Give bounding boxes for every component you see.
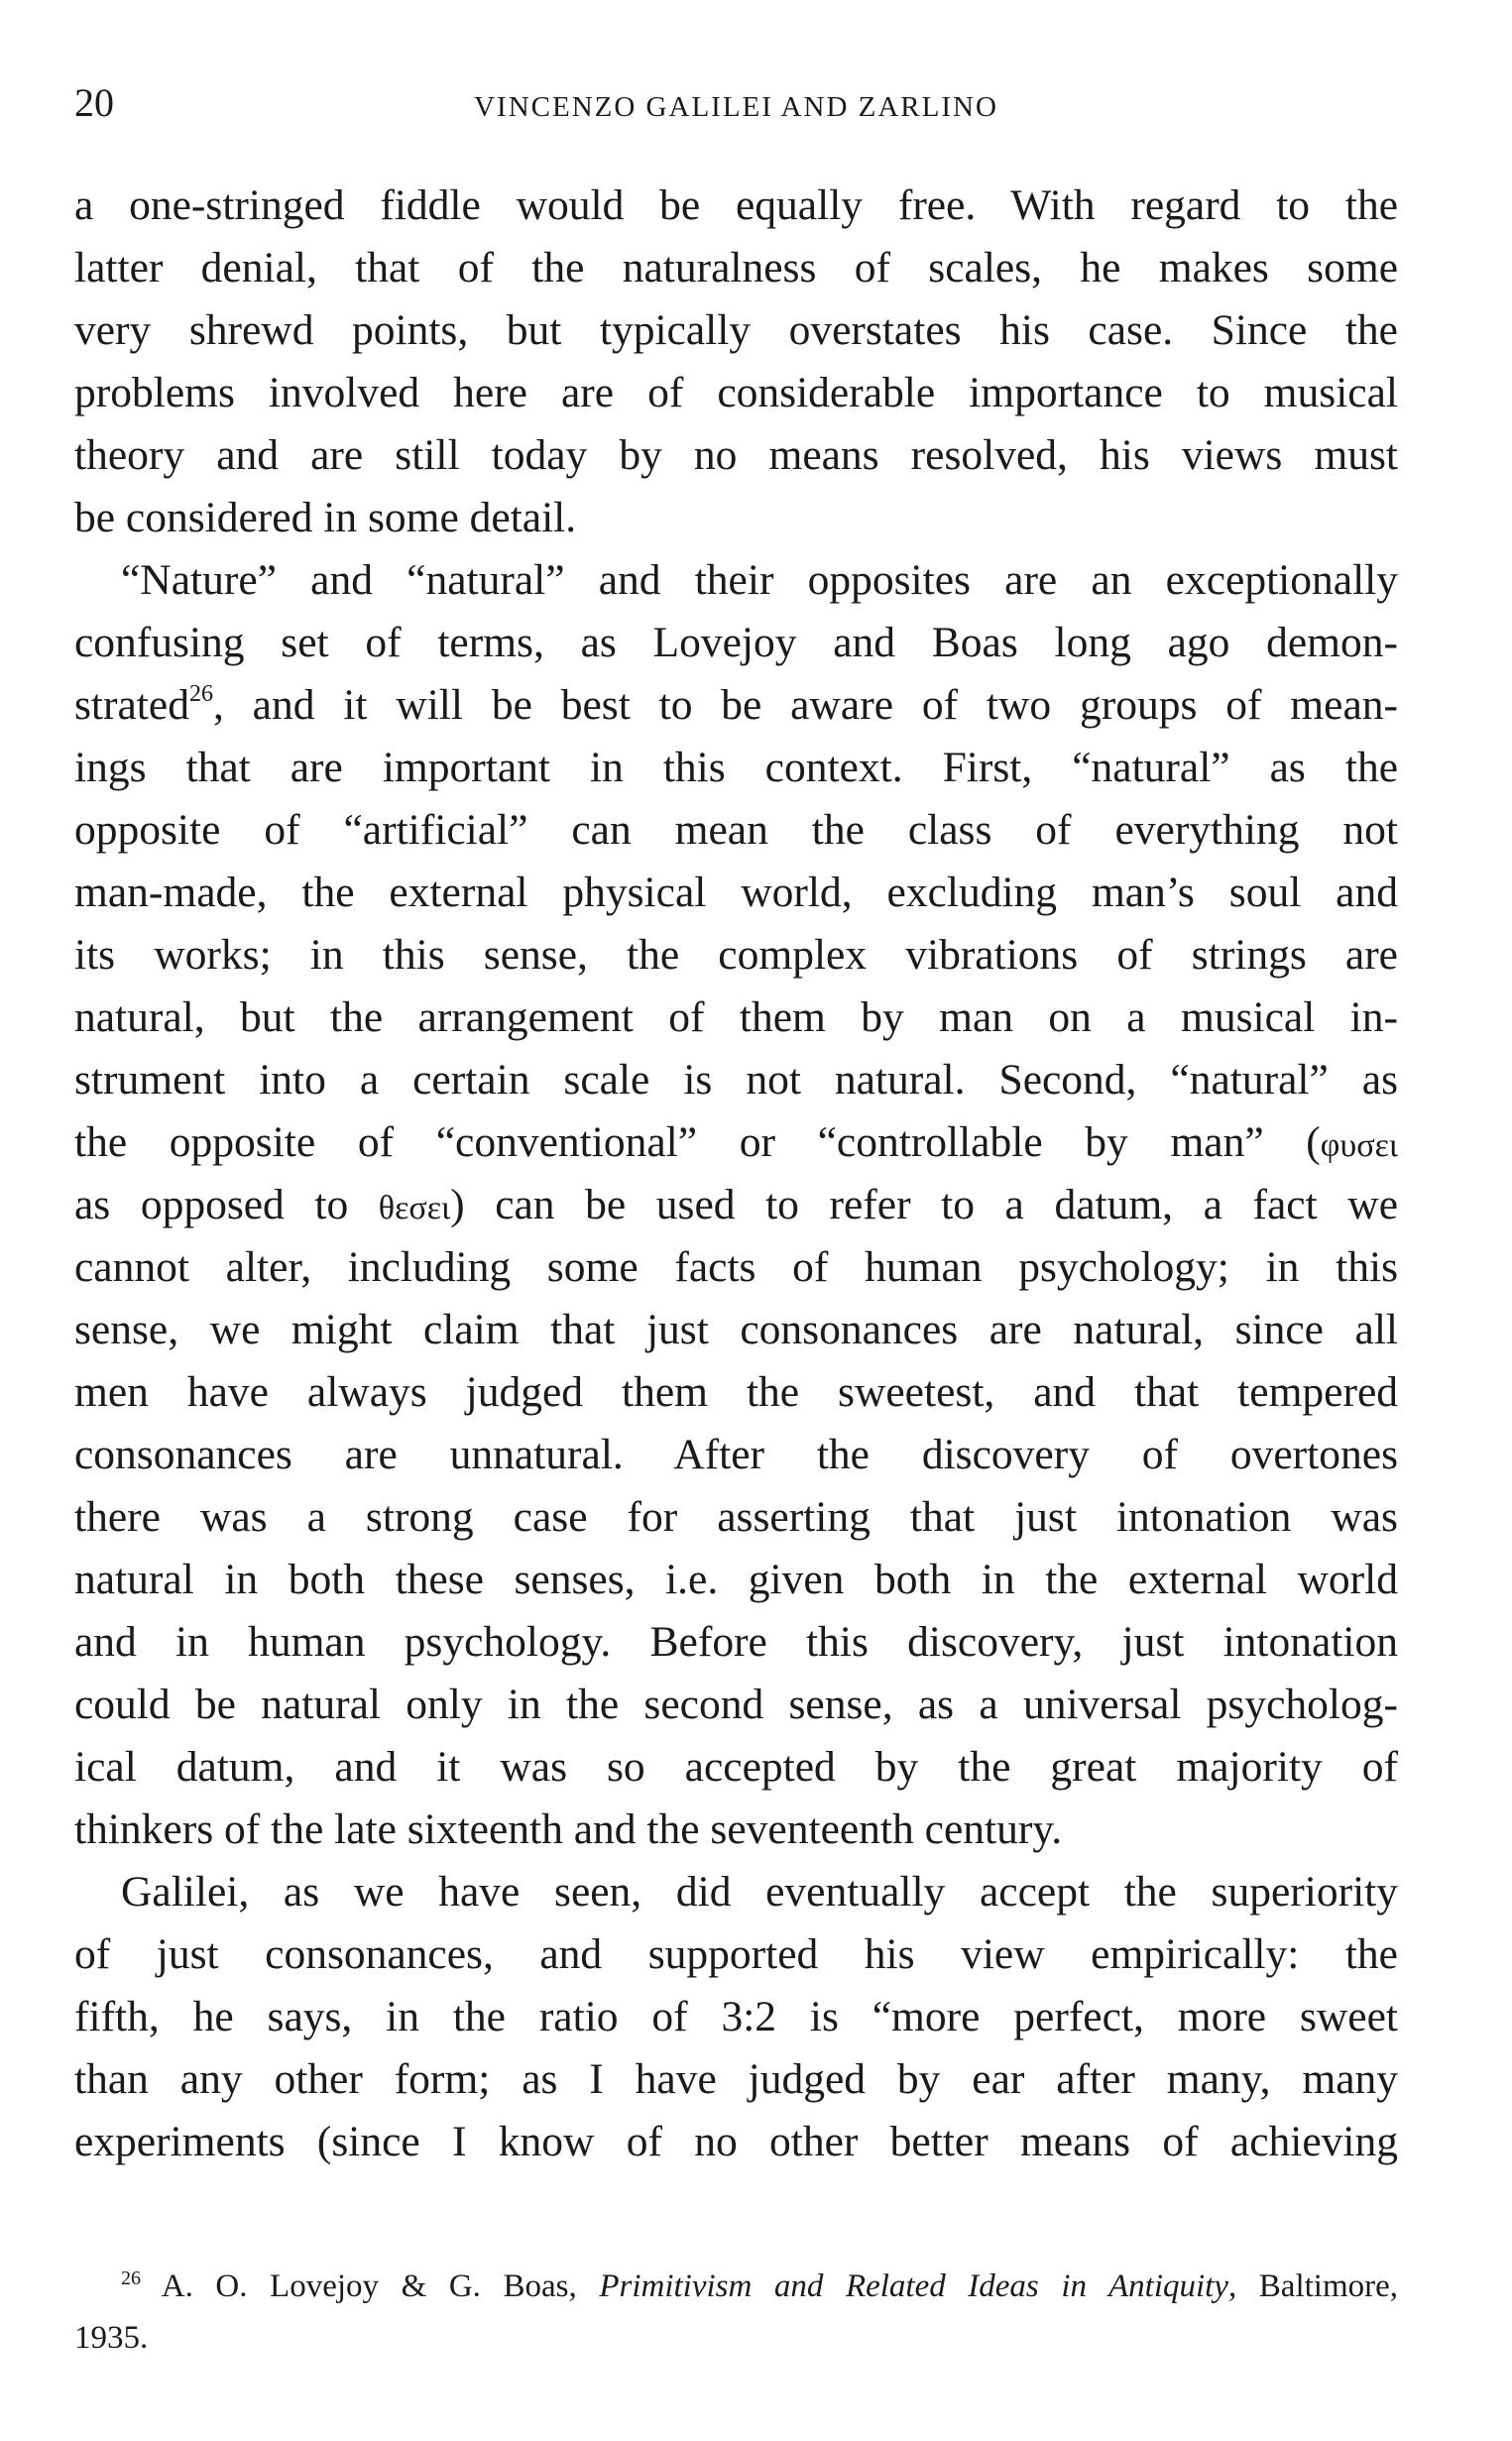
- text-line: natural in both these senses, i.e. given both in the external world: [74, 1556, 1398, 1603]
- footnote-year: 1935.: [74, 2320, 149, 2356]
- text-line: there was a strong case for asserting that just intonation was: [74, 1493, 1398, 1541]
- paragraph-start-line: Galilei, as we have seen, did eventually accept the superiority: [121, 1868, 1398, 1916]
- text-line: [74, 1174, 1398, 1236]
- text-line: theory and are still today by no means resolved, his views must: [74, 431, 1398, 479]
- footnote-book-title: Primitivism and Related Ideas in Antiquity: [599, 2268, 1228, 2304]
- running-title: VINCENZO GALILEI AND ZARLINO: [474, 91, 998, 123]
- text-segment: strated: [74, 681, 189, 729]
- text-segment: , and it will be best to be aware of two groups of mean-: [212, 681, 1398, 729]
- text-segment: the opposite of “conventional” or “controllable by man” (: [74, 1118, 1321, 1166]
- text-line: consonances are unnatural. After the discovery of overtones: [74, 1431, 1398, 1478]
- text-line: man-made, the external physical world, excluding man’s soul and: [74, 869, 1398, 916]
- text-segment: ) can be used to refer to a datum, a fact we: [450, 1181, 1398, 1228]
- text-line: opposite of “artificial” can mean the class of everything not: [74, 806, 1398, 854]
- text-line: than any other form; as I have judged by ear after many, many: [74, 2055, 1398, 2103]
- text-line: [74, 1111, 1398, 1174]
- text-line: be considered in some detail.: [74, 494, 577, 541]
- text-line: confusing set of terms, as Lovejoy and Boas long ago demon-: [74, 619, 1398, 666]
- footnote-place: , Baltimore,: [1227, 2268, 1399, 2304]
- greek-term: θεσει: [378, 1190, 451, 1226]
- footnote-marker: 26: [121, 2267, 141, 2289]
- text-line: cannot alter, including some facts of human psychology; in this: [74, 1243, 1398, 1291]
- text-line: strument into a certain scale is not natural. Second, “natural” as: [74, 1056, 1398, 1104]
- text-line: its works; in this sense, the complex vibrations of strings are: [74, 931, 1398, 979]
- paragraph-start-line: “Nature” and “natural” and their opposites are an exceptionally: [121, 556, 1398, 604]
- text-line: ical datum, and it was so accepted by the great majority of: [74, 1743, 1398, 1791]
- text-line: latter denial, that of the naturalness of scales, he makes some: [74, 244, 1398, 291]
- footnote-line: [74, 2261, 1398, 2312]
- text-line: a one-stringed fiddle would be equally free. With regard to the: [74, 181, 1398, 229]
- text-line: of just consonances, and supported his view empirically: the: [74, 1930, 1398, 1978]
- page-header: [74, 79, 1398, 139]
- body-text: [74, 174, 1398, 2173]
- text-line: sense, we might claim that just consonances are natural, since all: [74, 1306, 1398, 1353]
- greek-term: φυσει: [1320, 1127, 1398, 1164]
- text-line: fifth, he says, in the ratio of 3:2 is “more perfect, more sweet: [74, 1993, 1398, 2040]
- text-line: thinkers of the late sixteenth and the seventeenth century.: [74, 1805, 1063, 1853]
- text-segment: as opposed to: [74, 1181, 379, 1228]
- text-line: and in human psychology. Before this discovery, just intonation: [74, 1618, 1398, 1666]
- footnote-authors: A. O. Lovejoy & G. Boas,: [161, 2268, 600, 2304]
- footnotes: [74, 2261, 1398, 2364]
- text-line: experiments (since I know of no other better means of achieving: [74, 2118, 1398, 2165]
- text-line: very shrewd points, but typically overstates his case. Since the: [74, 306, 1398, 354]
- text-line: natural, but the arrangement of them by man on a musical in-: [74, 993, 1398, 1041]
- text-line: problems involved here are of considerable importance to musical: [74, 369, 1398, 416]
- text-line: men have always judged them the sweetest, and that tempered: [74, 1368, 1398, 1416]
- text-line: [74, 674, 1398, 737]
- page-number: 20: [74, 80, 114, 125]
- text-line: could be natural only in the second sense, as a universal psycholog-: [74, 1681, 1398, 1728]
- text-line: ings that are important in this context. First, “natural” as the: [74, 744, 1398, 791]
- footnote-reference: 26: [188, 681, 213, 707]
